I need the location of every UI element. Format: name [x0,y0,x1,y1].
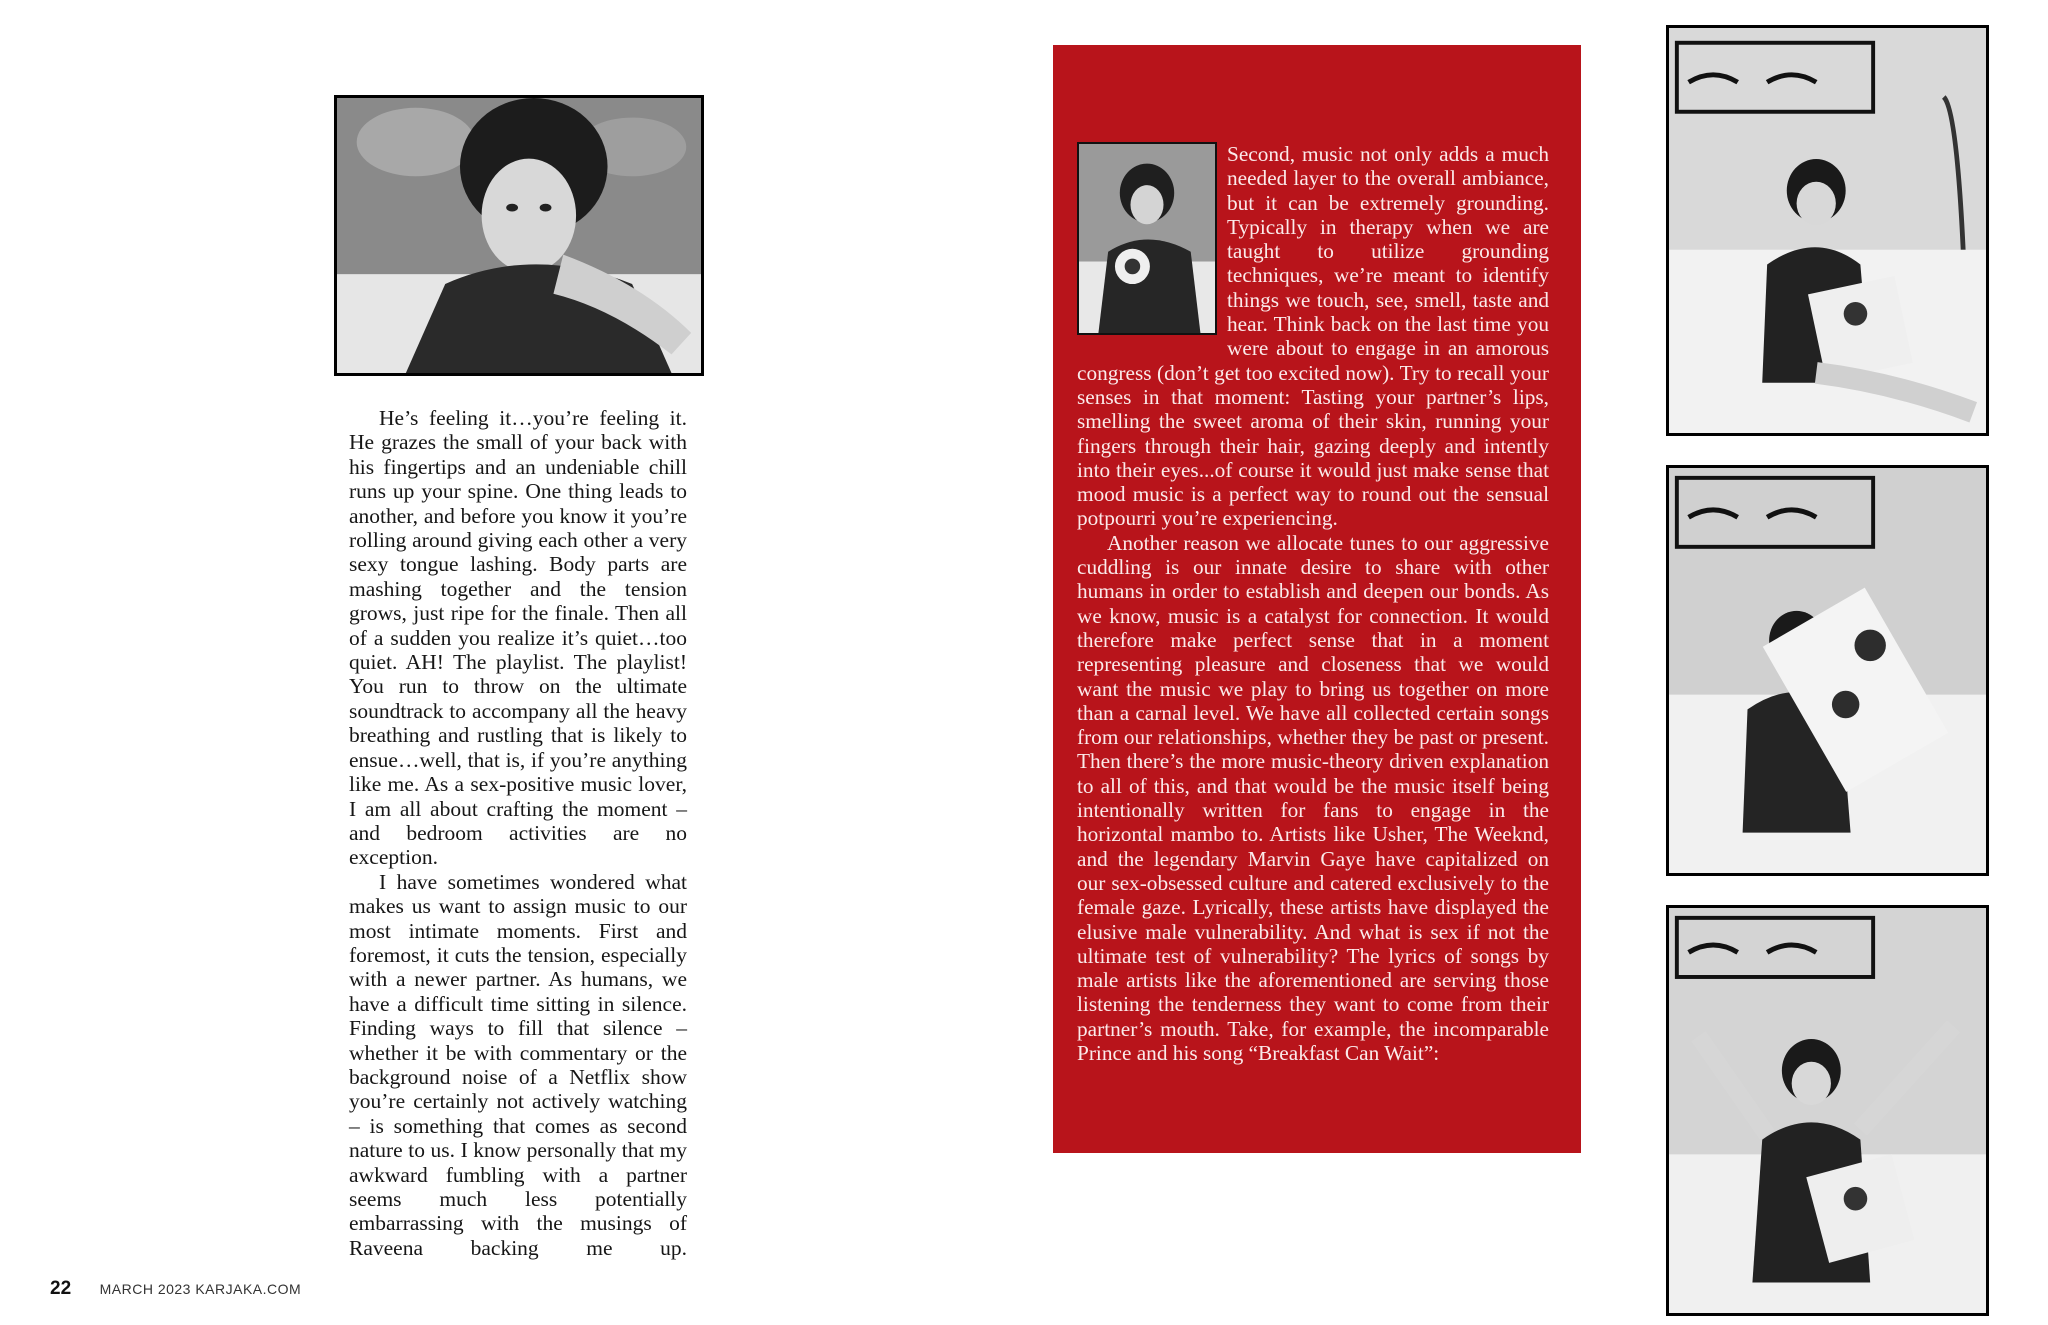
magazine-issue-label: MARCH 2023 KARJAKA.COM [99,1281,302,1297]
photo-strip-bottom [1666,905,1989,1316]
red-paragraph-1: Second, music not only adds a much needed layer to the overall ambiance, but it can be extremely grounding. Typically in therapy when we are taught to utilize grounding techniques, we’re meant to identify things we touch, see, smell, taste and hear. Think back on the last time you were about to engage in an amorous congress (don’t get too excited now). Try to recall your senses in that moment: Tasting your partner’s lips, smelling the sweet aroma of their skin, running your fingers through their hair, gazing deeply and intently into their eyes...of course it would just make sense that mood music is a perfect way to round out the sensual potpourri you’re experiencing. [1077,142,1549,531]
red-paragraph-2: Another reason we allocate tunes to our aggressive cuddling is our innate desire to share with other humans in order to establish and deepen our bonds. As we know, music is a catalyst for connection. It would therefore make perfect sense that in a moment representing pleasure and closeness that we would want the music we play to bring us together on more than a carnal level. We have all collected certain songs from our relationships, whether they be past or present. Then there’s the more music-theory driven explanation to all of this, and that would be the music itself being intentionally written for fans to engage in the horizontal mambo to. Artists like Usher, The Weeknd, and the legendary Marvin Gaye have capitalized on our sex-obsessed culture and catered exclusively to the female gaze. Lyrically, these artists have displayed the elusive male vulnerability. And what is sex if not the ultimate test of vulnerability? The lyrics of songs by male artists like the aforementioned are serving those listening the tenderness they want to come from their partner’s mouth. Take, for example, the incomparable Prince and his song “Breakfast Can Wait”: [1077,530,1549,1065]
red-panel-text [1077,142,1549,1065]
photo-strip-top [1666,25,1989,436]
page-number: 22 [50,1278,72,1299]
page-folio [50,1278,301,1300]
red-sidebar-panel [1053,45,1581,1153]
left-article-column [349,406,687,1260]
red-panel-thumbnail-photo [1077,142,1217,335]
photo-strip-middle [1666,465,1989,876]
portrait-photo-top-left [334,95,704,376]
left-paragraph-2: I have sometimes wondered what makes us want to assign music to our most intimate moments. First and foremost, it cuts the tension, especially with a newer partner. As humans, we have a difficult time sitting in silence. Finding ways to fill that silence – whether it be with commentary or the background noise of a Netflix show you’re certainly not actively watching – is something that comes as second nature to us. I know personally that my awkward fumbling with a partner seems much less potentially embarrassing with the musings of Raveena backing me up. [349,869,687,1260]
left-paragraph-1: He’s feeling it…you’re feeling it. He grazes the small of your back with his fingertips and an undeniable chill runs up your spine. One thing leads to another, and before you know it you’re rolling around giving each other a very sexy tongue lashing. Body parts are mashing together and the tension grows, just ripe for the finale. Then all of a sudden you realize it’s quiet…too quiet. AH! The playlist. The playlist! You run to throw on the ultimate soundtrack to accompany all the heavy breathing and rustling that is likely to ensue…well, that is, if you’re anything like me. As a sex-positive music lover, I am all about crafting the moment – and bedroom activities are no exception. [349,406,687,870]
